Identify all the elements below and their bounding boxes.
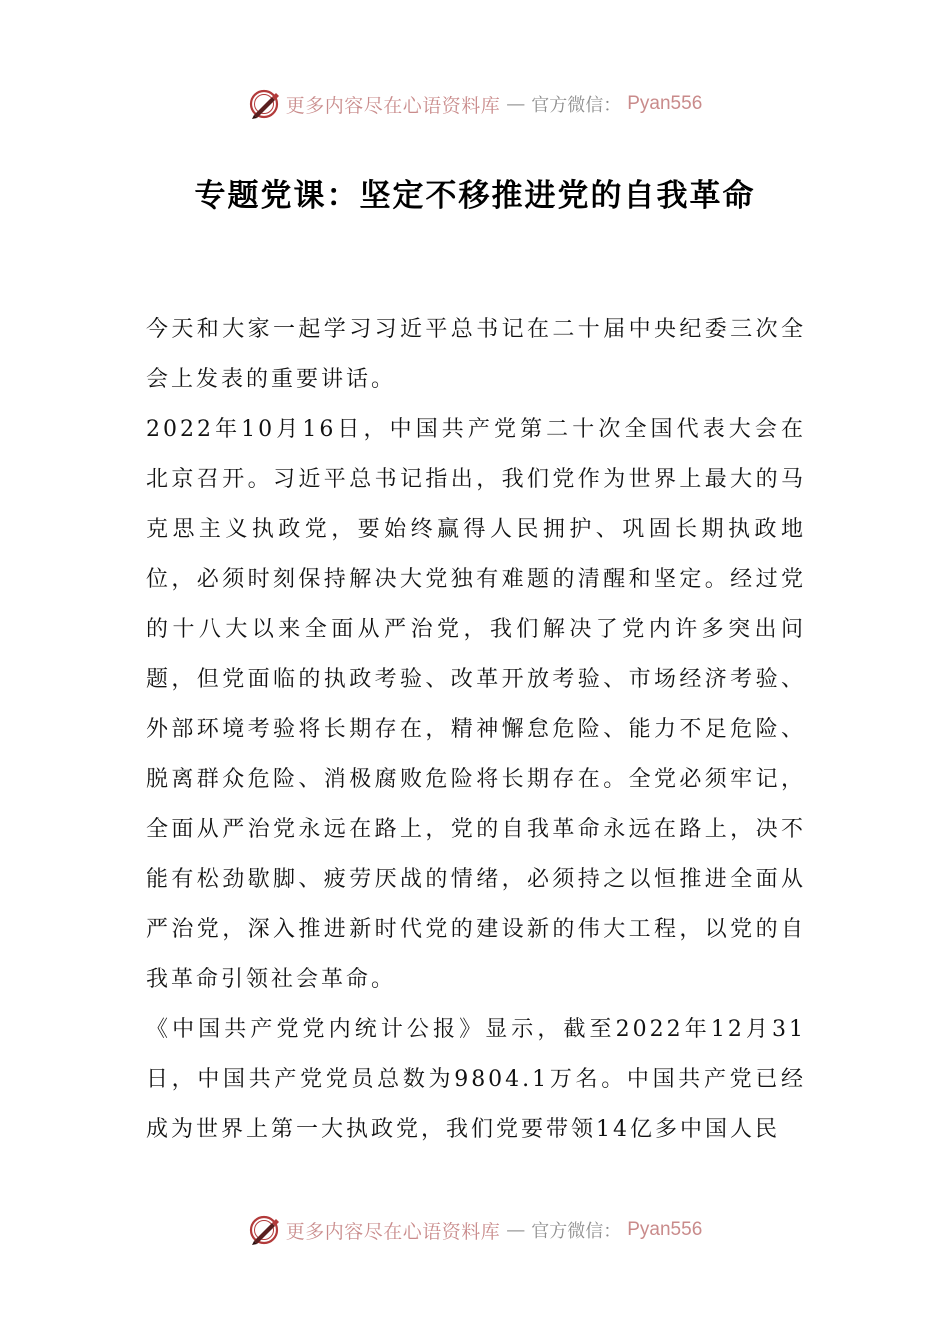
pen-logo-icon (248, 1214, 280, 1246)
document-title: 专题党课：坚定不移推进党的自我革命 (194, 178, 756, 214)
banner-separator: — (506, 93, 526, 115)
pen-logo-icon (248, 88, 280, 120)
banner-separator: — (506, 1219, 526, 1241)
wechat-label: 官方微信： (531, 95, 622, 116)
wechat-id: Pyan556 (627, 1219, 703, 1240)
footer-banner (0, 1210, 950, 1250)
promo-text: 更多内容尽在心语资料库 (285, 1220, 501, 1243)
paragraph-3: 《中国共产党党内统计公报》显示，截至2022年12月31日，中国共产党党员总数为9804.1万名。中国共产党已经成为世界上第一大执政党，我们党要带领14亿多中国人民 (146, 1017, 806, 1142)
document-body (146, 305, 806, 1155)
wechat-label: 官方微信： (531, 1221, 622, 1242)
paragraph-1: 今天和大家一起学习习近平总书记在二十届中央纪委三次全会上发表的重要讲话。 (146, 317, 806, 392)
paragraph-2: 2022年10月16日，中国共产党第二十次全国代表大会在北京召开。习近平总书记指出，我们党作为世界上最大的马克思主义执政党，要始终赢得人民拥护、巩固长期执政地位，必须时刻保持解决大党独有难题的清醒和坚定。经过党的十八大以来全面从严治党，我们解决了党内许多突出问题，但党面临的执政考验、改革开放考验、市场经济考验、外部环境考验将长期存在，精神懈怠危险、能力不足危险、脱离群众危险、消极腐败危险将长期存在。全党必须牢记，全面从严治党永远在路上，党的自我革命永远在路上，决不能有松劲歇脚、疲劳厌战的情绪，必须持之以恒推进全面从严治党，深入推进新时代党的建设新的伟大工程，以党的自我革命引领社会革命。 (146, 417, 806, 992)
header-banner (0, 84, 950, 124)
promo-text: 更多内容尽在心语资料库 (285, 94, 501, 117)
wechat-id: Pyan556 (627, 93, 703, 114)
